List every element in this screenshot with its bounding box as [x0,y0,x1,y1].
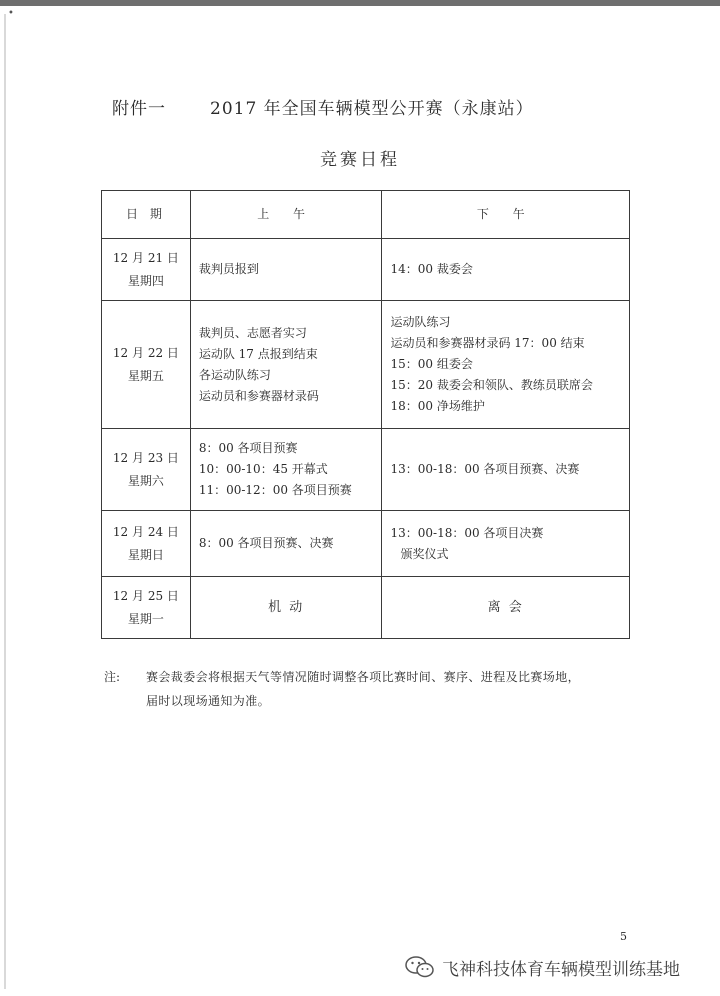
weekday-text: 星期六 [127,473,164,488]
morning-item: 10：00-10：45 开幕式 [198,462,328,476]
date-text: 12 月 23 日 [112,450,179,465]
date-text: 12 月 25 日 [112,588,179,603]
afternoon-item: 13：00-18：00 各项目预赛、决赛 [390,462,580,476]
morning-item: 运动员和参赛器材录码 [198,388,319,403]
page-number: 5 [620,930,627,943]
date-cell [102,301,191,429]
morning-cell [190,429,382,511]
note-label: 注: [104,670,121,684]
afternoon-item: 18：00 净场维护 [390,399,485,413]
table-row [102,511,630,577]
document-subtitle: 竞赛日程 [320,150,400,170]
afternoon-item: 运动队练习 [390,315,451,329]
afternoon-item: 运动员和参赛器材录码 17：00 结束 [390,336,585,350]
date-cell [102,511,191,577]
note-text-line-1: 赛会裁委会将根据天气等情况随时调整各项比赛时间、赛序、进程及比赛场地， [146,670,581,684]
afternoon-item: 13：00-18：00 各项目决赛 [390,525,544,540]
note-text-line-2: 届时以现场通知为准。 [146,694,271,708]
attachment-label: 附件一 [112,99,166,119]
afternoon-item: 离 会 [487,600,524,615]
date-cell [102,239,191,301]
morning-item: 运动队 17 点报到结束 [198,346,318,361]
table-row [102,429,630,511]
header-morning: 上 午 [190,191,382,239]
morning-cell [190,239,382,301]
weekday-text: 星期一 [127,611,164,626]
afternoon-item: 15：20 裁委会和领队、教练员联席会 [390,378,593,392]
date-cell [102,429,191,511]
morning-item: 8：00 各项目预赛、决赛 [198,536,334,550]
table-header-row [102,191,630,239]
afternoon-cell [382,301,630,429]
morning-item: 11：00-12：00 各项目预赛 [198,483,352,497]
morning-item: 8：00 各项目预赛 [198,441,298,455]
date-cell [102,577,191,639]
morning-cell [190,511,382,577]
morning-item: 各运动队练习 [198,367,271,382]
table-row [102,301,630,429]
afternoon-cell [382,511,630,577]
top-scan-border [0,0,720,6]
document-title: 2017 年全国车辆模型公开赛（永康站） [210,99,534,119]
scan-mark: • [8,8,14,19]
watermark [404,952,680,982]
afternoon-item: 颁奖仪式 [400,546,449,561]
afternoon-cell [382,577,630,639]
schedule-table [101,190,630,639]
date-text: 12 月 24 日 [112,524,179,539]
afternoon-cell [382,429,630,511]
date-text: 12 月 21 日 [112,250,179,265]
morning-item: 机 动 [268,600,305,615]
header-date: 日 期 [102,191,191,239]
afternoon-item: 15：00 组委会 [390,357,473,371]
morning-cell [190,301,382,429]
morning-item: 裁判员、志愿者实习 [198,325,307,340]
afternoon-cell [382,239,630,301]
weekday-text: 星期日 [127,547,164,562]
wechat-logo-icon [404,954,436,980]
watermark-text: 飞神科技体育车辆模型训练基地 [442,959,680,980]
table-row [102,577,630,639]
date-text: 12 月 22 日 [112,345,179,360]
afternoon-item: 14：00 裁委会 [390,262,473,276]
table-row [102,239,630,301]
weekday-text: 星期五 [127,368,164,383]
weekday-text: 星期四 [127,273,164,288]
header-afternoon: 下 午 [382,191,630,239]
morning-cell [190,577,382,639]
morning-item: 裁判员报到 [198,262,259,276]
